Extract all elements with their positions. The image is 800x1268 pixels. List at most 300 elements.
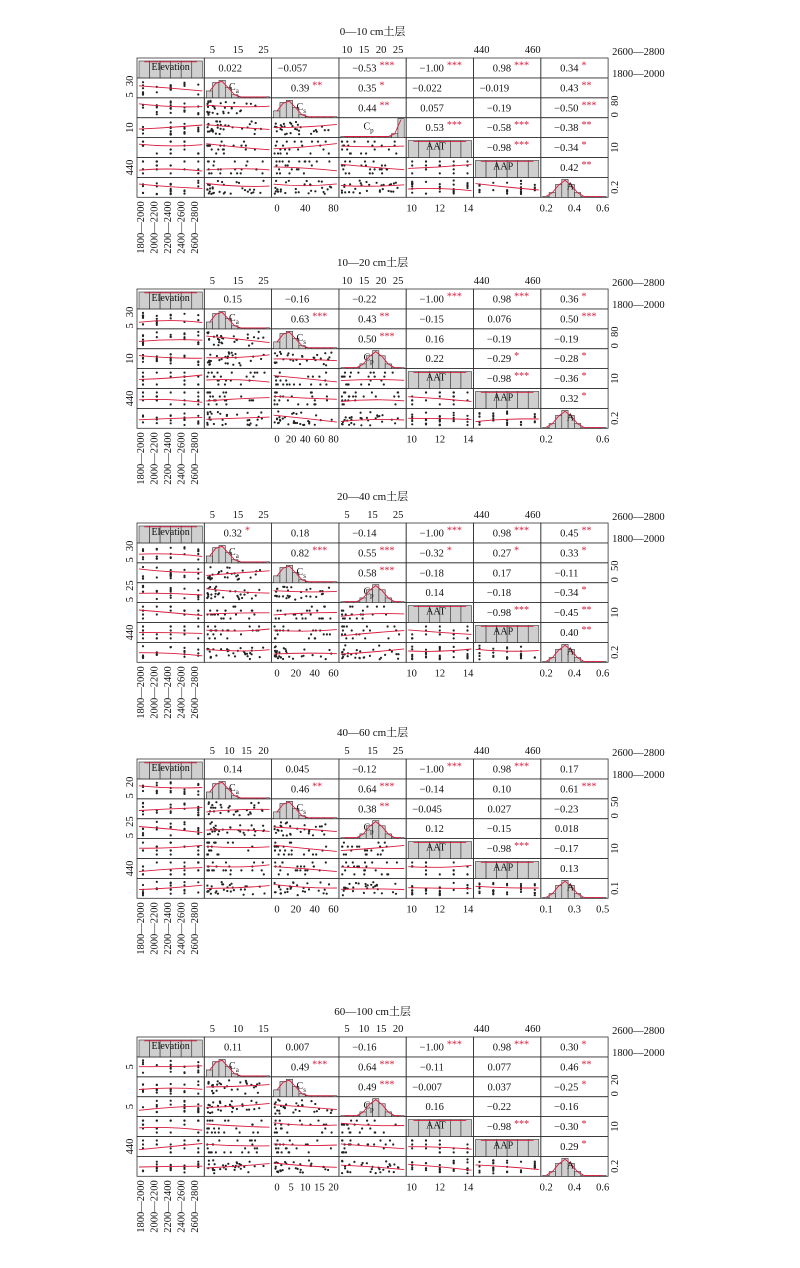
scatter-point [197,596,199,598]
scatter-point [142,1106,144,1108]
scatter-point [251,869,253,871]
scatter-point [323,892,325,894]
corr-value: 0.49 [290,1062,310,1074]
scatter-point [381,164,383,166]
scatter-point [425,889,427,891]
scatter-point [319,383,321,385]
bottom-tick-label: 5 [288,1182,294,1194]
scatter-point [308,1151,310,1153]
scatter-point [216,372,218,374]
scatter-point [197,84,199,86]
scatter-point [156,791,158,793]
scatter-point [250,577,252,579]
scatter-point [277,191,279,193]
smooth-line [476,886,539,888]
scatter-point [280,656,282,658]
scatter-point [341,613,343,615]
scatter-point [348,424,350,426]
scatter-point [183,160,185,162]
scatter-point [374,376,376,378]
scatter-point [371,861,373,863]
scatter-point [353,141,355,143]
scatter-point [220,128,222,130]
scatter-point [170,189,172,191]
scatter-point [222,148,224,150]
corr-value: −0.25 [554,1082,579,1094]
diag-label-5: AAP [493,626,514,638]
scatter-point [304,183,306,185]
scatter-point [369,424,371,426]
scatter-point [170,141,172,143]
scatter-point [197,790,199,792]
scatter-cell [206,160,269,174]
scatter-point [183,547,185,549]
scatter-point [466,182,468,184]
corr-value: −0.58 [486,123,512,135]
scatter-point [453,179,455,181]
scatter-point [396,861,398,863]
right-tick-label: 10 [610,1121,622,1132]
bottom-tick-label: 0.6 [596,1182,610,1194]
scatter-point [156,558,158,560]
scatter-point [227,1163,229,1165]
scatter-point [246,160,248,162]
scatter-point [243,832,245,834]
scatter-point [142,376,144,378]
scatter-point [285,181,287,183]
scatter-point [411,646,413,648]
scatter-point [215,654,217,656]
left-tick-label: 25 [125,816,136,827]
scatter-point [156,315,158,317]
scatter-point [439,164,441,166]
scatter-point [279,160,281,162]
scatter-point [506,193,508,195]
scatter-point [328,356,330,358]
significance-stars: ** [312,80,323,92]
scatter-point [215,133,217,135]
scatter-point [251,399,253,401]
elevation-tick-label: 2600—2800 [190,1180,201,1233]
scatter-point [274,399,276,401]
scatter-point [274,352,276,354]
scatter-point [183,123,185,125]
left-tick-label: 5 [125,596,136,603]
scatter-point [439,1171,441,1173]
scatter-point [341,403,343,405]
scatter-point [325,846,327,848]
corr-value: −0.16 [352,1042,377,1054]
diag-label-5: AAP [493,161,514,173]
corr-value: 0.55 [358,548,377,560]
scatter-point [224,1087,226,1089]
scatter-point [208,339,210,341]
scatter-point [239,814,241,816]
scatter-point [385,1160,387,1162]
scatter-cell [274,180,337,195]
scatter-point [142,126,144,128]
scatter-point [156,576,158,578]
scatter-point [170,192,172,194]
hist-bar [192,762,203,779]
scatter-point [197,403,199,405]
scatter-point [321,181,323,183]
scatter-point [287,352,289,354]
scatter-point [373,1143,375,1145]
scatter-point [207,332,209,334]
scatter-point [170,314,172,316]
scatter-point [478,645,480,647]
scatter-point [251,1139,253,1141]
scatter-point [156,1111,158,1113]
scatter-point [453,869,455,871]
scatter-point [208,1151,210,1153]
diag-label-4: AAT [426,1120,446,1132]
scatter-point [343,649,345,651]
scatter-point [225,869,227,871]
scatter-point [170,133,172,135]
top-tick-label: 5 [209,45,216,56]
scatter-point [276,829,278,831]
top-tick-label: 10 [358,1024,370,1035]
scatter-point [249,658,251,660]
hist-bar [213,784,219,799]
scatter-point [344,1167,346,1169]
scatter-point [291,849,293,851]
scatter-point [411,423,413,425]
diag-label-4: AAT [426,372,446,384]
scatter-point [156,318,158,320]
scatter-cell [408,1158,471,1174]
scatter-point [170,804,172,806]
scatter-point [251,1124,253,1126]
top-tick-label: 10 [341,45,353,56]
top-tick-label: 5 [344,510,350,521]
scatter-point [425,160,427,162]
hist-bar [543,427,549,428]
scatter-point [275,1127,277,1129]
corr-value: −0.32 [419,548,444,560]
scatter-point [170,353,172,355]
scatter-point [183,881,185,883]
scatter-point [360,383,362,385]
scatter-cell [206,141,269,155]
right-tick-label: 1800—2000 [612,533,665,545]
scatter-point [290,586,292,588]
scatter-point [209,391,211,393]
scatter-point [368,376,370,378]
scatter-point [197,550,199,552]
scatter-point [302,1171,304,1173]
scatter-point [156,849,158,851]
scatter-point [370,884,372,886]
scatter-point [251,597,253,599]
scatter-point [156,637,158,639]
scatter-cell [408,646,471,661]
scatter-cell [139,585,202,601]
scatter-point [257,419,259,421]
scatter-point [466,187,468,189]
scatter-point [358,882,360,884]
scatter-point [279,372,281,374]
scatter-point [439,1139,441,1141]
scatter-point [366,1162,368,1164]
scatter-point [276,355,278,357]
hist-bar [274,111,280,118]
scatter-point [276,172,278,174]
scatter-point [223,152,225,154]
scatter-point [425,892,427,894]
corr-value: 0.40 [560,628,579,639]
scatter-point [232,364,234,366]
elevation-tick-label: 1800—2000 [136,1180,147,1233]
scatter-point [303,648,305,650]
scatter-point [231,1111,233,1113]
scatter-point [274,882,276,884]
scatter-point [244,1093,246,1095]
scatter-point [364,160,366,162]
corr-value: 0.53 [425,123,444,135]
scatter-point [520,885,522,887]
scatter-point [453,1160,455,1162]
scatter-point [453,168,455,170]
scatter-point [246,103,248,105]
smooth-line [206,355,269,358]
scatter-point [358,846,360,848]
scatter-point [142,391,144,393]
scatter-cell [139,331,202,346]
scatter-point [220,617,222,619]
scatter-point [306,403,308,405]
scatter-point [375,869,377,871]
corr-value: −0.98 [486,844,512,856]
scatter-point [156,395,158,397]
corr-value: −0.22 [486,1102,512,1114]
scatter-point [183,656,185,658]
corr-value: −0.022 [412,83,442,95]
scatter-point [170,633,172,635]
scatter-point [453,861,455,863]
scatter-point [260,358,262,360]
scatter-point [355,395,357,397]
scatter-point [250,1100,252,1102]
scatter-point [303,865,305,867]
scatter-point [197,637,199,639]
scatter-cell [408,882,471,896]
corr-value: 0.45 [560,528,579,540]
scatter-point [274,421,276,423]
scatter-point [170,1068,172,1070]
scatter-point [439,633,441,635]
significance-stars: ** [581,605,592,617]
scatter-point [298,133,300,135]
scatter-point [466,1167,468,1169]
elevation-tick-label: 2600—2800 [190,902,201,955]
bottom-tick-label: 12 [434,904,446,916]
right-tick-label: 0.2 [610,180,622,194]
significance-stars: * [581,140,587,152]
scatter-point [183,823,185,825]
significance-stars: *** [514,761,530,773]
top-tick-label: 15 [367,510,378,521]
scatter-point [156,164,158,166]
scatter-point [411,172,413,174]
hist-bar [274,1090,280,1097]
right-tick-label: 0 [610,577,622,583]
right-tick-label: 2600—2800 [612,47,665,58]
scatter-point [397,658,399,660]
scatter-point [197,1080,199,1082]
scatter-point [453,403,455,405]
scatter-point [389,1139,391,1141]
smooth-line [476,649,539,651]
scatter-point [206,597,208,599]
scatter-point [211,804,213,806]
scatter-point [259,656,261,658]
scatter-point [341,1139,343,1141]
significance-stars: *** [446,60,462,72]
significance-stars: *** [514,140,530,152]
smooth-line [206,417,269,419]
scatter-point [142,361,144,363]
scatter-point [374,148,376,150]
hist-bar [206,1070,212,1077]
hist-bar [139,526,150,543]
scatter-cell [408,391,471,405]
scatter-point [142,1072,144,1074]
scatter-point [183,313,185,315]
corr-value: −0.30 [554,1122,579,1134]
scatter-point [341,846,343,848]
scatter-point [207,391,209,393]
scatter-point [197,415,199,417]
corr-value: 0.007 [285,1042,310,1054]
scatter-point [292,658,294,660]
scatter-point [254,1139,256,1141]
top-tick-label: 460 [524,276,541,287]
scatter-cell [139,81,202,96]
scatter-point [534,894,536,896]
scatter-point [170,826,172,828]
hist-bar [461,1120,472,1137]
scatter-point [411,185,413,187]
scatter-point [293,383,295,385]
cell-r4-c1 [204,369,271,389]
scatter-point [425,649,427,651]
scatter-point [439,395,441,397]
scatter-point [466,629,468,631]
significance-stars: *** [312,545,328,557]
scatter-point [453,629,455,631]
scatter-point [453,637,455,639]
elevation-tick-label: 2200—2400 [163,201,174,254]
hist-bar [408,141,419,158]
scatter-point [299,1171,301,1173]
scatter-point [374,1131,376,1133]
scatter-point [219,395,221,397]
scatter-point [359,180,361,182]
right-tick-label: 20 [610,1074,622,1086]
hist-bar [476,391,487,408]
scatter-cell [139,100,202,115]
scatter-cell [139,1139,202,1153]
scatter-point [215,1151,217,1153]
scatter-point [311,395,313,397]
scatter-point [341,1172,343,1174]
scatter-point [254,1165,256,1167]
scatter-point [214,842,216,844]
scatter-point [197,573,199,575]
scatter-point [142,312,144,314]
scatter-point [381,892,383,894]
scatter-point [305,617,307,619]
scatter-point [328,649,330,651]
scatter-point [142,629,144,631]
scatter-point [142,87,144,89]
diag-label-2: $C_s$ [296,101,306,115]
scatter-point [208,160,210,162]
diag-label-6: A [566,412,575,424]
scatter-point [170,1064,172,1066]
scatter-cell [408,625,471,639]
scatter-point [349,617,351,619]
scatter-point [411,893,413,895]
scatter-point [330,1147,332,1149]
scatter-cell [139,180,202,196]
scatter-point [344,160,346,162]
scatter-point [411,633,413,635]
scatter-point [279,351,281,353]
corr-value: −0.98 [486,143,512,155]
hist-bar [274,576,280,583]
scatter-point [478,655,480,657]
scatter-point [279,172,281,174]
scatter-point [478,424,480,426]
scatter-cell [139,606,202,620]
scatter-point [250,372,252,374]
scatter-point [344,869,346,871]
scatter-point [247,814,249,816]
hist-bar [450,141,461,158]
scatter-point [221,881,223,883]
scatter-point [284,133,286,135]
scatter-point [235,613,237,615]
scatter-point [348,883,350,885]
scatter-cell [341,160,404,174]
cell-r5-c2 [272,623,339,643]
corr-value: −0.14 [419,784,444,796]
scatter-point [294,599,296,601]
scatter-point [170,172,172,174]
scatter-point [197,881,199,883]
scatter-point [142,873,144,875]
scatter-point [220,1110,222,1112]
top-tick-label: 440 [473,1024,490,1035]
scatter-point [228,351,230,353]
scatter-point [314,637,316,639]
scatter-point [170,888,172,890]
scatter-point [218,592,220,594]
scatter-point [425,164,427,166]
corr-value: 0.32 [560,394,579,405]
scatter-point [291,168,293,170]
scatter-point [197,1103,199,1105]
scatter-point [278,422,280,424]
scatter-point [207,112,209,114]
scatter-point [349,606,351,608]
smooth-line [274,827,337,832]
scatter-point [230,890,232,892]
